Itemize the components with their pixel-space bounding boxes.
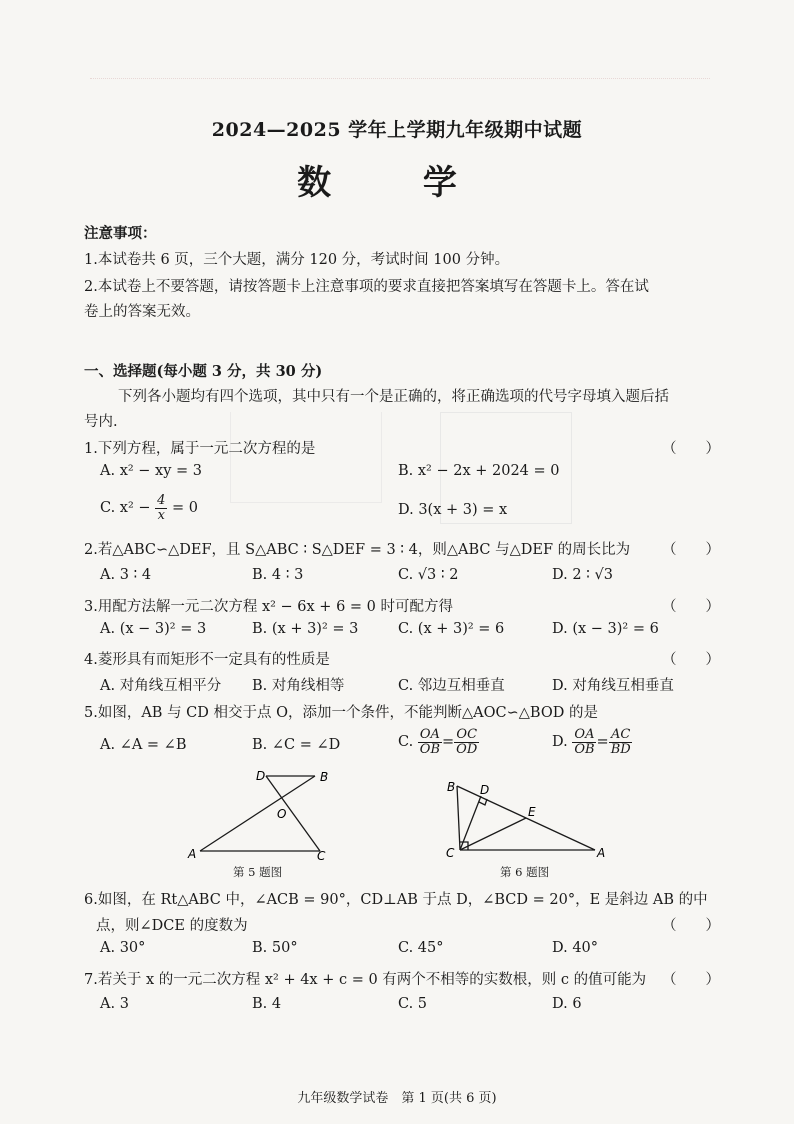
fig6-label-d: D [480,783,490,797]
notice-item-2: 2.本试卷上不要答题，请按答题卡上注意事项的要求直接把答案填写在答题卡上。答在试 [84,279,649,295]
fig5-label-b: B [320,770,329,784]
fig6-label-a: A [597,846,606,860]
q3-option-a: A. (x − 3)² = 3 [100,621,207,637]
figure-6-diagram [440,778,620,864]
figure-5-diagram [180,762,360,880]
q6-option-d: D. 40° [552,940,599,956]
frac-numerator: OA [419,727,440,742]
q2-stem: 2.若△ABC∽△DEF，且 S△ABC ∶ S△DEF = 3 ∶ 4，则△ABC 与△DEF 的周长比为 [84,542,631,558]
q4-option-b: B. 对角线相等 [252,678,345,694]
q2-option-a: A. 3 ∶ 4 [100,567,152,583]
q1-option-b: B. x² − 2x + 2024 = 0 [398,463,560,479]
fig6-label-e: E [528,805,536,819]
q5-option-d-letter: D. [552,734,568,751]
frac-denominator: OB [574,741,595,757]
fig5-label-a: A [188,847,197,861]
notice-item-1: 1.本试卷共 6 页，三个大题，满分 120 分，考试时间 100 分钟。 [84,252,510,268]
q7-stem: 7.若关于 x 的一元二次方程 x² + 4x + c = 0 有两个不相等的实数根，则 c 的值可能为 [84,972,647,988]
q2-option-d: D. 2 ∶ √3 [552,567,614,583]
exam-title: 2024—2025 学年上学期九年级期中试题 [211,119,583,141]
figure-5-caption: 第 5 题图 [233,865,283,879]
q7-answer-paren: （ ） [662,972,720,988]
q5-option-b: B. ∠C = ∠D [252,737,341,753]
q7-option-d: D. 6 [552,996,582,1012]
q6-option-c: C. 45° [398,940,444,956]
q7-option-b: B. 4 [252,996,282,1012]
q1-option-d: D. 3(x + 3) = x [398,502,508,518]
q6-answer-paren: （ ） [662,918,720,934]
q7-option-a: A. 3 [100,996,129,1012]
q1-option-c [100,494,198,522]
q3-stem: 3.用配方法解一元二次方程 x² − 6x + 6 = 0 时可配方得 [84,599,453,615]
section-instructions-cont: 号内. [84,414,118,430]
q4-option-c: C. 邻边互相垂直 [398,678,505,694]
q4-option-d: D. 对角线互相垂直 [552,678,674,694]
q1-stem: 1.下列方程，属于一元二次方程的是 [84,441,316,457]
q4-answer-paren: （ ） [662,652,720,668]
equals-sign: = [596,734,609,751]
q1-answer-paren: （ ） [662,441,720,457]
q4-option-a: A. 对角线互相平分 [100,678,222,694]
q3-option-d: D. (x − 3)² = 6 [552,621,659,637]
frac-denominator: BD [610,741,631,757]
q5-d-fraction-1 [572,728,596,756]
equals-sign: = [442,734,455,751]
segment-ba [200,776,315,851]
fig6-label-c: C [446,846,455,860]
frac-numerator: 4 [157,493,166,508]
q7-option-c: C. 5 [398,996,428,1012]
q1-option-c-fraction [155,494,167,522]
q2-answer-paren: （ ） [662,542,720,558]
q5-c-fraction-1 [418,728,442,756]
fig5-label-c: C [317,849,326,863]
subject-title: 数 学 [297,163,497,203]
section-instructions: 下列各小题均有四个选项，其中只有一个是正确的，将正确选项的代号字母填入题后括 [118,389,669,405]
bleed-through-text [90,64,710,79]
fig6-label-b: B [447,780,456,794]
q6-option-b: B. 50° [252,940,298,956]
q5-c-fraction-2 [454,728,479,756]
q1-option-a: A. x² − xy = 3 [100,463,203,479]
q1-option-c-prefix: C. x² − [100,500,151,517]
q5-option-a: A. ∠A = ∠B [100,737,187,753]
segment-bc [457,786,460,850]
q2-option-b: B. 4 ∶ 3 [252,567,304,583]
q2-option-c: C. √3 ∶ 2 [398,567,459,583]
notice-heading: 注意事项： [84,225,157,242]
q1-option-c-tail: = 0 [172,500,199,517]
figure-6-caption: 第 6 题图 [500,865,550,879]
q3-option-b: B. (x + 3)² = 3 [252,621,359,637]
segment-dc [266,776,320,851]
frac-denominator: OD [456,741,478,757]
fig5-label-o: O [277,807,287,821]
q5-stem: 5.如图，AB 与 CD 相交于点 O，添加一个条件，不能判断△AOC∽△BOD 的是 [84,705,598,721]
frac-denominator: OB [419,741,441,757]
q3-answer-paren: （ ） [662,599,720,615]
q5-option-d [552,728,633,756]
section-heading: 一、选择题(每小题 3 分，共 30 分) [84,363,323,380]
frac-numerator: AC [611,727,631,742]
q6-stem-cont: 点，则∠DCE 的度数为 [96,918,248,934]
page-footer: 九年级数学试卷 第 1 页(共 6 页) [297,1091,497,1106]
q5-option-c-letter: C. [398,734,414,751]
q6-stem: 6.如图，在 Rt△ABC 中，∠ACB = 90°，CD⊥AB 于点 D，∠BCD = 20°，E 是斜边 AB 的中 [84,892,708,908]
frac-numerator: OC [456,727,478,742]
q6-option-a: A. 30° [100,940,146,956]
frac-denominator: x [157,507,165,523]
q5-option-c [398,728,479,756]
q3-option-c: C. (x + 3)² = 6 [398,621,505,637]
q4-stem: 4.菱形具有而矩形不一定具有的性质是 [84,652,330,668]
q5-d-fraction-2 [609,728,633,756]
notice-item-2-cont: 卷上的答案无效。 [84,304,200,320]
fig5-label-d: D [256,769,266,783]
frac-numerator: OA [574,727,595,742]
